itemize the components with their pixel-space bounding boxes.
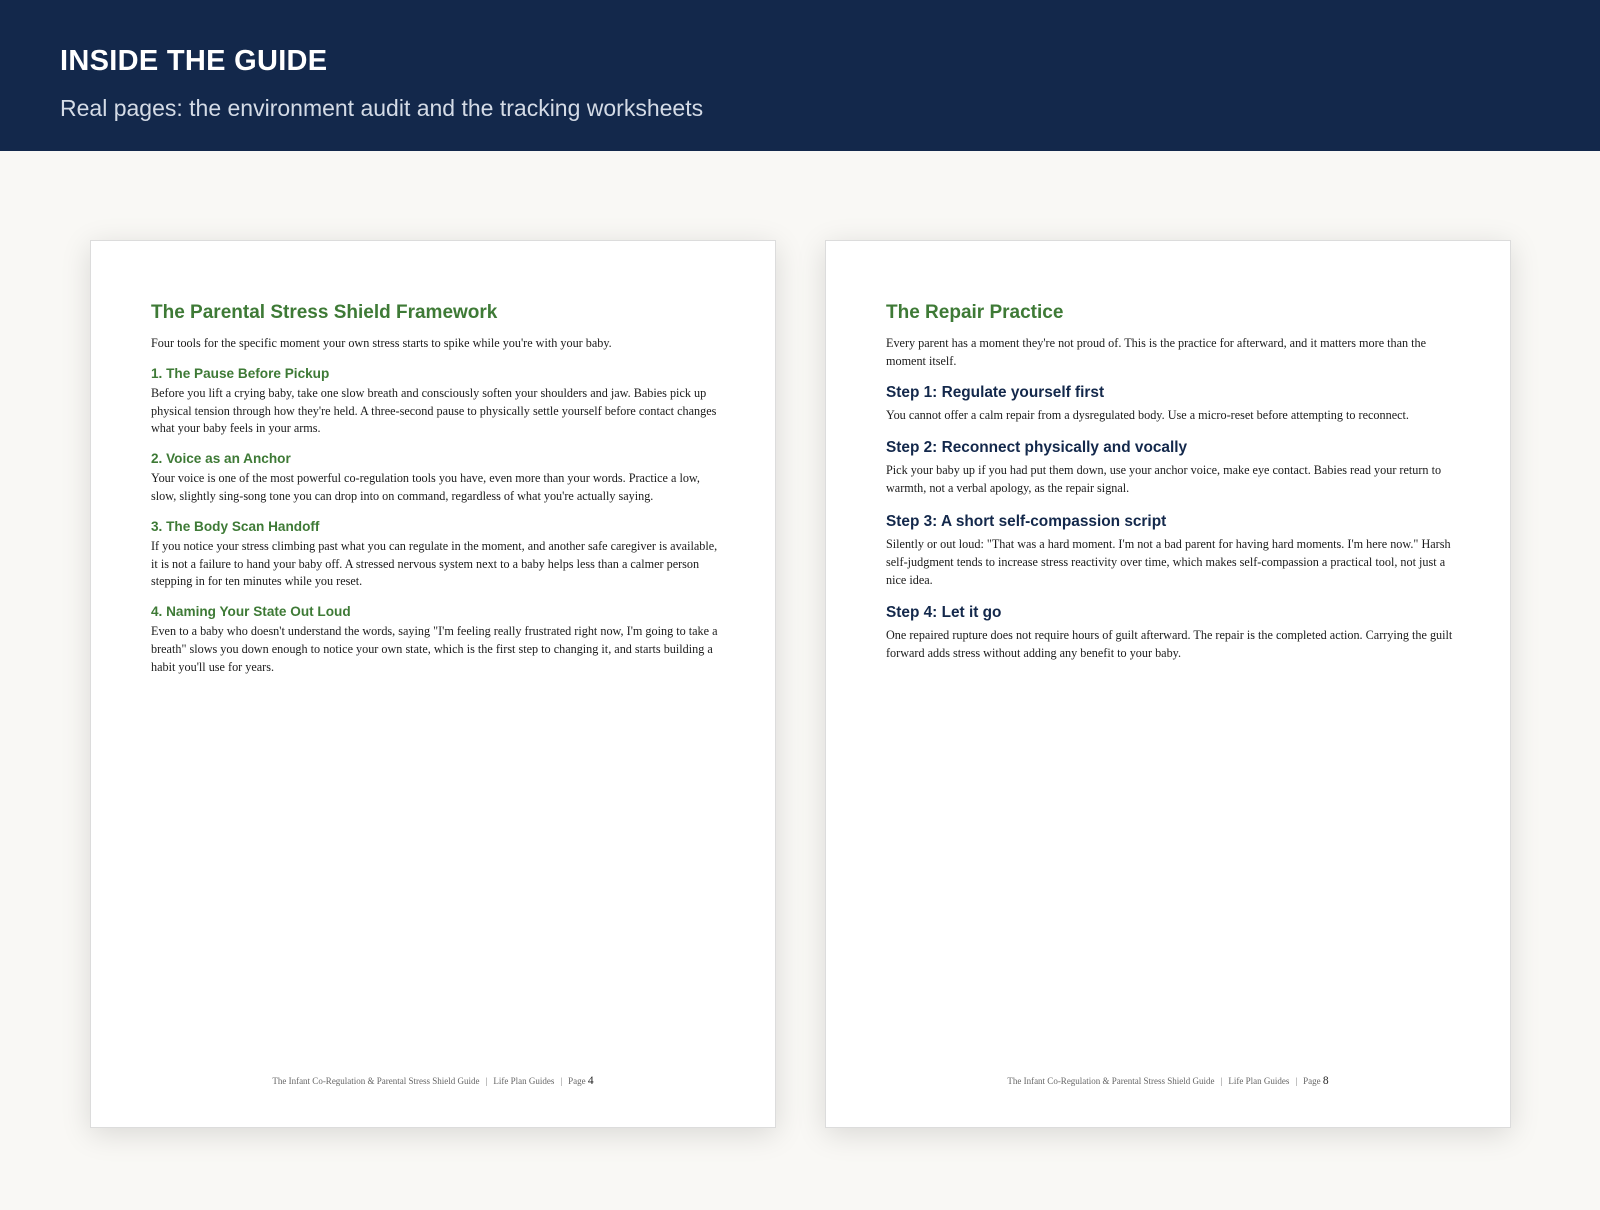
footer-guide-title: The Infant Co-Regulation & Parental Stress Shield Guide (1007, 1076, 1215, 1086)
step-title: Step 4: Let it go (886, 604, 1002, 622)
step-title: Step 3: A short self-compassion script (886, 512, 1167, 530)
footer-separator: | (1220, 1076, 1223, 1086)
banner-title: INSIDE THE GUIDE (60, 45, 328, 77)
page-heading: The Repair Practice (886, 302, 1064, 323)
section-title: 4. Naming Your State Out Loud (151, 604, 351, 620)
repair-step (886, 512, 1456, 589)
page-footer (91, 1075, 775, 1087)
document-page-8 (825, 240, 1511, 1128)
footer-separator: | (1295, 1076, 1298, 1086)
footer-page-label: Page (568, 1076, 586, 1086)
repair-step (886, 438, 1456, 498)
footer-separator: | (485, 1076, 488, 1086)
page-body (151, 301, 721, 689)
footer-brand: Life Plan Guides (1228, 1076, 1290, 1086)
repair-step (886, 383, 1456, 425)
section-title: 1. The Pause Before Pickup (151, 365, 330, 381)
step-body: One repaired rupture does not require hours of guilt afterward. The repair is the completed action. Carrying the guilt forward adds stress without adding any benefit to your baby. (886, 628, 1453, 661)
step-title: Step 2: Reconnect physically and vocally (886, 439, 1188, 457)
step-title: Step 1: Regulate yourself first (886, 383, 1105, 401)
footer-page-number: 8 (1322, 1075, 1329, 1087)
section-body: If you notice your stress climbing past what you can regulate in the moment, and another safe caregiver is available, it is not a failure to hand your baby off. A stressed nervous system next to a baby helps less than a calmer person stepping in for ten minutes while you reset. (151, 538, 718, 589)
section-body: Before you lift a crying baby, take one slow breath and consciously soften your shoulders and jaw. Babies pick up physical tension through how they're held. A three-second pause to physically settle yourself before contact changes what your baby feels in your arms. (151, 385, 717, 436)
section-title: 2. Voice as an Anchor (151, 451, 291, 467)
section-body: Your voice is one of the most powerful co-regulation tools you have, even more than your words. Practice a low, slow, slightly sing-song tone you can drop into on command, regardless of what you're actually saying. (151, 471, 700, 503)
document-page-4 (90, 240, 776, 1128)
page-footer (826, 1075, 1510, 1087)
framework-section (151, 518, 721, 591)
footer-page-number: 4 (587, 1075, 594, 1087)
footer-page-label: Page (1303, 1076, 1321, 1086)
framework-section (151, 450, 721, 506)
framework-section (151, 365, 721, 438)
repair-step (886, 603, 1456, 663)
footer-guide-title: The Infant Co-Regulation & Parental Stress Shield Guide (272, 1076, 480, 1086)
footer-brand: Life Plan Guides (493, 1076, 555, 1086)
page-heading: The Parental Stress Shield Framework (151, 302, 498, 323)
footer-separator: | (560, 1076, 563, 1086)
header-banner (0, 0, 1600, 151)
step-body: Pick your baby up if you had put them down, use your anchor voice, make eye contact. Babies read your return to warmth, not a verbal apology, as the repair signal. (886, 463, 1442, 496)
step-body: You cannot offer a calm repair from a dysregulated body. Use a micro-reset before attempting to reconnect. (886, 407, 1409, 422)
page-body (886, 301, 1456, 677)
page-intro: Every parent has a moment they're not proud of. This is the practice for afterward, and it matters more than the moment itself. (886, 336, 1427, 368)
banner-subtitle: Real pages: the environment audit and the tracking worksheets (60, 95, 704, 121)
page-intro: Four tools for the specific moment your own stress starts to spike while you're with your baby. (151, 336, 612, 350)
step-body: Silently or out loud: "That was a hard moment. I'm not a bad parent for having hard moments. I'm here now." Harsh self-judgment tends to increase stress reactivity over time, which makes self-compassion a practical tool, not just a nice idea. (886, 536, 1451, 587)
framework-section (151, 603, 721, 676)
section-title: 3. The Body Scan Handoff (151, 518, 320, 534)
section-body: Even to a baby who doesn't understand the words, saying "I'm feeling really frustrated right now, I'm going to take a breath" slows you down enough to notice your own state, which is the first step to changing it, and starts building a habit you'll use for years. (151, 624, 718, 674)
